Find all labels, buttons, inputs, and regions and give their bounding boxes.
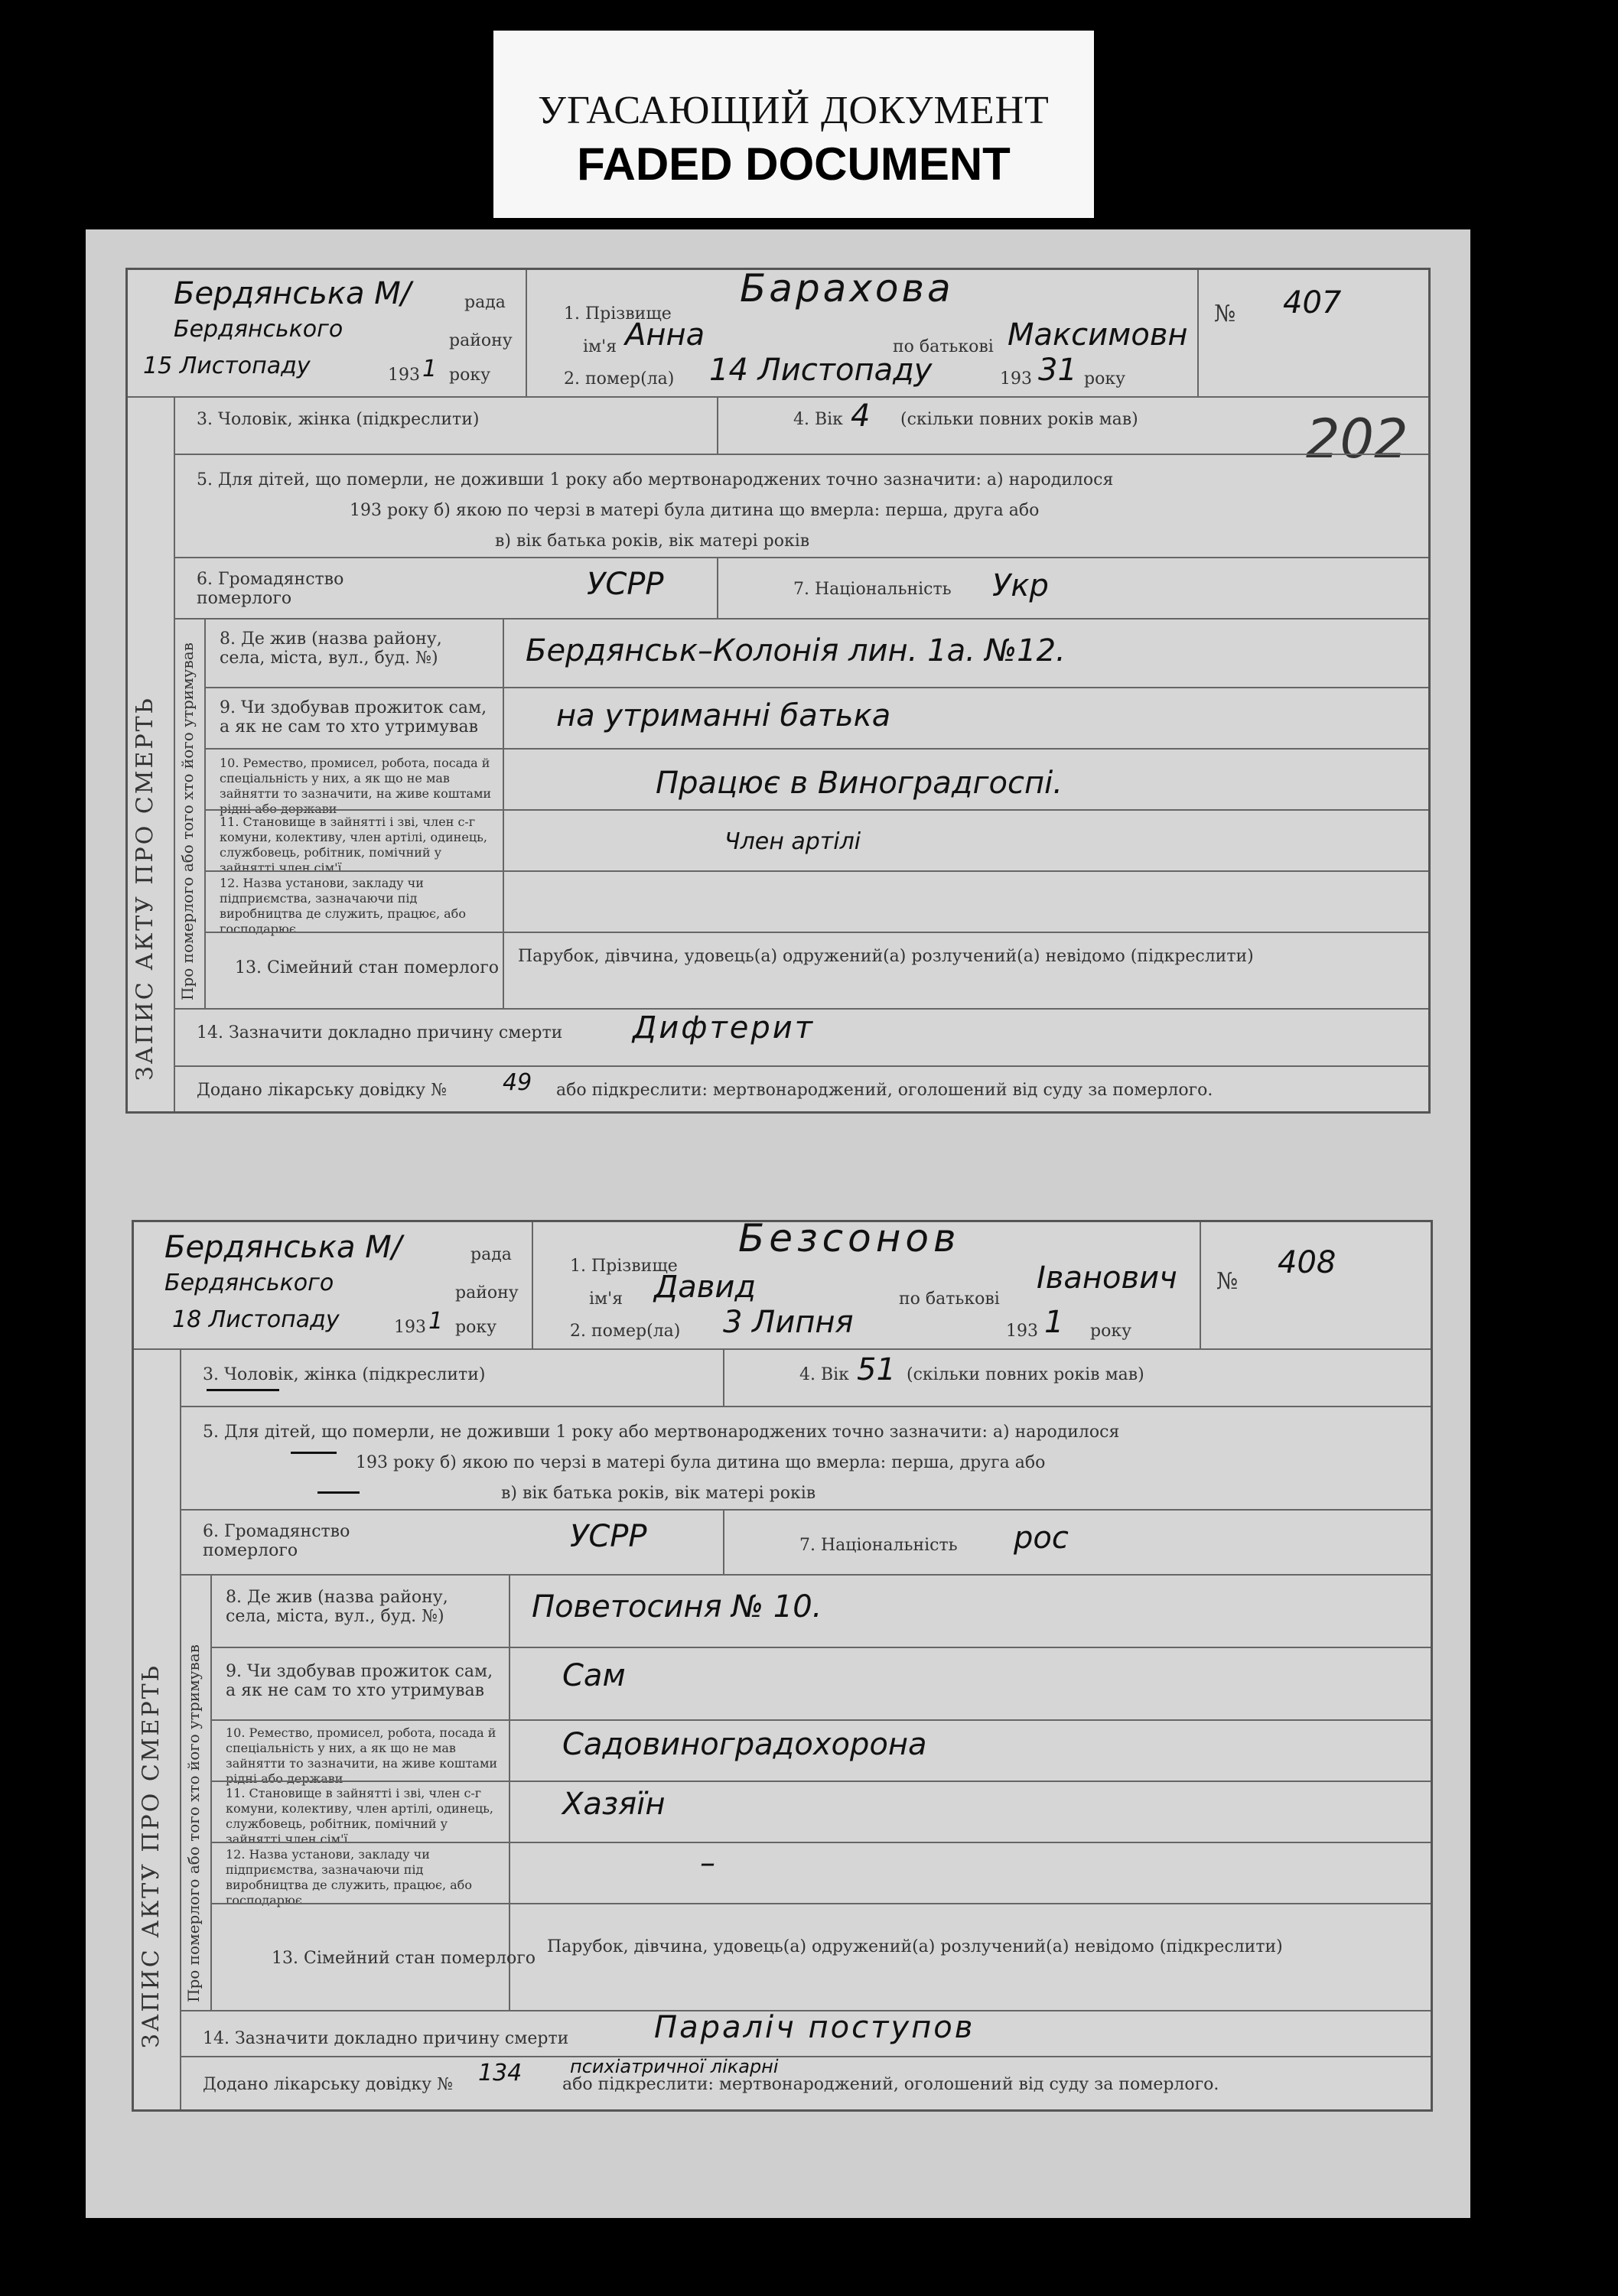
record-1-age: 4 (851, 398, 871, 434)
q3-label: 3. Чоловік, жінка (підкреслити) (203, 1365, 486, 1384)
divider (210, 1781, 1431, 1782)
record-1-header (128, 266, 1428, 398)
record-2-certificate-note: психіатричної лікарні (570, 2056, 779, 2077)
divider (174, 1008, 1428, 1010)
q5-line-3: в) вік батька років, вік матері років (495, 532, 810, 551)
stamp-text-ru: УГАСАЮЩИЙ ДОКУМЕНТ (538, 89, 1050, 132)
record-1-citizenship: УСРР (587, 567, 664, 602)
q5-line-1: 5. Для дітей, що померли, не доживши 1 року або мертвонароджених точно зазначити: а) народилося (197, 470, 1114, 489)
record-1-number-block (1197, 270, 1428, 396)
divider (180, 1406, 1431, 1407)
underline-male (207, 1389, 279, 1391)
divider (174, 1065, 1428, 1067)
record-1-registration-year: 1 (422, 356, 438, 382)
q8-label: 8. Де жив (назва району, села, міста, вул., буд. №) (220, 629, 442, 668)
record-2-nationality: рос (1014, 1520, 1069, 1556)
blank-mark (317, 1491, 360, 1494)
q6-q7-divider (717, 557, 718, 618)
died-label: 2. помер(ла) (564, 369, 675, 389)
record-2-supported-by: Сам (562, 1658, 626, 1693)
q13-options: Парубок, дівчина, удовець(а) одружений(а) розлучений(а) невідомо (підкреслити) (518, 947, 1254, 966)
q4-note: (скільки повних років мав) (907, 1365, 1144, 1384)
record-2-death-date: 3 Липня (723, 1305, 854, 1340)
death-record-2 (132, 1216, 1433, 2112)
year-label: року (449, 366, 491, 385)
divider (174, 618, 1428, 620)
rada-label: рада (470, 1245, 512, 1264)
record-1-office-block (128, 270, 527, 396)
q14-label: 14. Зазначити докладно причину смерти (197, 1023, 563, 1042)
q6-label: 6. Громадянство померлого (203, 1522, 350, 1560)
record-2-age: 51 (857, 1352, 896, 1387)
q3-label: 3. Чоловік, жінка (підкреслити) (197, 410, 480, 429)
year-prefix: 193 (1006, 1322, 1038, 1341)
record-2-patronymic: Іванович (1037, 1260, 1177, 1296)
number-label: № (1214, 301, 1236, 327)
record-1-certificate-number: 49 (503, 1069, 532, 1096)
divider (180, 2056, 1431, 2057)
record-2-cause-of-death: Параліч поступов (654, 2010, 975, 2045)
q6-label: 6. Громадянство померлого (197, 570, 344, 608)
record-2-occupation: Садовиноградохорона (562, 1727, 927, 1762)
name-label: ім'я (583, 337, 617, 356)
q3-q4-divider (723, 1348, 724, 1406)
record-1-registration-date: 15 Листопаду (143, 353, 311, 379)
sub-column-divider (204, 618, 206, 1008)
divider (180, 1574, 1431, 1576)
q4-note: (скільки повних років мав) (900, 410, 1138, 429)
divider (174, 557, 1428, 558)
record-2-surname: Безсонов (738, 1216, 961, 1260)
q8-label: 8. Де жив (назва району, села, міста, вул., буд. №) (226, 1588, 448, 1626)
record-2-office-block (134, 1222, 533, 1348)
q5-line-3: в) вік батька років, вік матері років (501, 1484, 816, 1503)
rayon-label: району (455, 1283, 519, 1302)
q13-options: Парубок, дівчина, удовець(а) одружений(а) розлучений(а) невідомо (підкреслити) (547, 1937, 1283, 1956)
record-2-institution: – (700, 1846, 715, 1881)
record-1-employment-status: Член артілі (724, 828, 861, 855)
attached-certificate-tail: або підкреслити: мертвонароджений, оголошений від суду за померлого. (562, 2075, 1219, 2094)
corner-register-number: 202 (1306, 408, 1408, 470)
record-1-residence: Бердянськ–Колонія лин. 1а. №12. (526, 633, 1066, 668)
q4-label: 4. Вік (799, 1365, 849, 1384)
divider (210, 1647, 1431, 1648)
attached-certificate-tail: або підкреслити: мертвонароджений, оголошений від суду за померлого. (556, 1081, 1213, 1100)
blank-mark (291, 1452, 337, 1454)
q7-label: 7. Національність (799, 1536, 958, 1555)
record-1-supported-by: на утриманні батька (556, 698, 891, 733)
record-2-rada-value: Бердянська М/ (164, 1230, 402, 1265)
q7-label: 7. Національність (793, 580, 952, 599)
q10-label: 10. Ремество, промисел, робота, посада й спеціальність у них, а як що не мав зайнятти то зазначити, на живе коштами рідні або держави (226, 1725, 498, 1786)
answer-column-divider (503, 618, 504, 1008)
year-prefix: 193 (388, 366, 420, 385)
record-1-nationality: Укр (992, 568, 1049, 603)
record-1-death-date: 14 Листопаду (709, 353, 933, 388)
divider (210, 1719, 1431, 1721)
record-1-surname: Барахова (740, 266, 954, 311)
record-2-number-block (1200, 1222, 1431, 1348)
side-title-label: ЗАПИС АКТУ ПРО СМЕРТЬ (132, 696, 158, 1081)
record-2-certificate-number: 134 (478, 2060, 523, 2086)
rayon-label: району (449, 331, 513, 350)
q13-label: 13. Сімейний стан померлого (272, 1949, 536, 1968)
divider (174, 454, 1428, 455)
year-prefix: 193 (394, 1318, 426, 1337)
surname-label: 1. Прізвище (564, 304, 672, 324)
divider (204, 870, 1428, 872)
q9-label: 9. Чи здобував прожиток сам, а як не сам то хто утримував (220, 698, 487, 737)
divider (210, 1842, 1431, 1843)
record-2-registration-year: 1 (428, 1308, 444, 1335)
attached-certificate-label: Додано лікарську довідку № (203, 2075, 453, 2094)
q14-label: 14. Зазначити докладно причину смерти (203, 2029, 569, 2048)
record-1-rada-value: Бердянська М/ (174, 276, 412, 311)
record-2-rayon-value: Бердянського (164, 1270, 334, 1296)
record-2-death-year: 1 (1044, 1305, 1064, 1340)
record-2-citizenship: УСРР (570, 1519, 647, 1554)
q3-q4-divider (717, 396, 718, 454)
q11-label: 11. Становище в зайнятті і зві, член с-г комуни, колективу, член артілі, одинець, службовець, робітник, помічний у зайнятті член сім'ї (226, 1786, 493, 1846)
record-2-number: 408 (1278, 1245, 1336, 1280)
side-column-divider (174, 396, 175, 1111)
record-1-death-year: 31 (1038, 353, 1077, 388)
faded-document-stamp (493, 31, 1094, 218)
record-1-patronymic: Максимовн (1008, 317, 1188, 353)
patronymic-label: по батькові (899, 1289, 1000, 1309)
year-label: року (1084, 369, 1126, 389)
side-title-label: ЗАПИС АКТУ ПРО СМЕРТЬ (138, 1663, 164, 2048)
divider (210, 1903, 1431, 1904)
side-subtitle-label: Про померлого або того хто його утримував (184, 1644, 203, 2002)
record-2-employment-status: Хазяїн (562, 1787, 666, 1822)
record-2-name: Давид (654, 1270, 756, 1305)
q12-label: 12. Назва установи, закладу чи підприємства, зазначаючи під виробництва де служить, працює, або господарює (226, 1847, 472, 1907)
q5-line-1: 5. Для дітей, що померли, не доживши 1 року або мертвонароджених точно зазначити: а) народилося (203, 1423, 1120, 1442)
year-label: року (455, 1318, 497, 1337)
q6-q7-divider (723, 1509, 724, 1574)
q13-label: 13. Сімейний стан померлого (235, 958, 500, 977)
side-subtitle-label: Про померлого або того хто його утримував (178, 642, 197, 1000)
divider (204, 932, 1428, 933)
divider (180, 1509, 1431, 1511)
year-prefix: 193 (1000, 369, 1032, 389)
answer-column-divider (509, 1574, 510, 2010)
record-1-cause-of-death: Дифтерит (633, 1010, 816, 1046)
q4-label: 4. Вік (793, 410, 843, 429)
death-record-1 (125, 268, 1431, 1114)
record-sheet (86, 229, 1470, 2218)
q5-line-2: 193 року б) якою по черзі в матері була дитина що вмерла: перша, друга або (350, 501, 1040, 520)
record-2-residence: Поветосиня № 10. (532, 1589, 822, 1624)
sub-column-divider (210, 1574, 212, 2010)
name-label: ім'я (589, 1289, 623, 1309)
record-1-rayon-value: Бердянського (174, 316, 343, 343)
divider (204, 687, 1428, 688)
record-2-registration-date: 18 Листопаду (172, 1306, 340, 1333)
stamp-text-en: FADED DOCUMENT (577, 138, 1011, 190)
q11-label: 11. Становище в зайнятті і зві, член с-г комуни, колективу, член артілі, одинець, службовець, робітник, помічний у зайнятті член сім'ї (220, 815, 487, 875)
record-2-header (134, 1216, 1431, 1350)
record-1-occupation: Працює в Виноградгоспі. (656, 766, 1063, 801)
number-label: № (1216, 1268, 1239, 1295)
record-1-number: 407 (1283, 285, 1342, 320)
q5-line-2: 193 року б) якою по черзі в матері була дитина що вмерла: перша, друга або (356, 1453, 1046, 1472)
patronymic-label: по батькові (893, 337, 994, 356)
record-1-name: Анна (625, 317, 705, 353)
q9-label: 9. Чи здобував прожиток сам, а як не сам то хто утримував (226, 1662, 493, 1700)
divider (204, 748, 1428, 750)
year-label: року (1090, 1322, 1132, 1341)
rada-label: рада (464, 293, 506, 312)
q12-label: 12. Назва установи, закладу чи підприємства, зазначаючи під виробництва де служить, працює, або господарює (220, 876, 466, 936)
divider (204, 809, 1428, 811)
died-label: 2. помер(ла) (570, 1322, 681, 1341)
q10-label: 10. Ремество, промисел, робота, посада й спеціальність у них, а як що не мав зайнятти то зазначити, на живе коштами рідні або держави (220, 756, 492, 816)
surname-label: 1. Прізвище (570, 1257, 678, 1276)
side-column-divider (180, 1348, 181, 2109)
attached-certificate-label: Додано лікарську довідку № (197, 1081, 447, 1100)
